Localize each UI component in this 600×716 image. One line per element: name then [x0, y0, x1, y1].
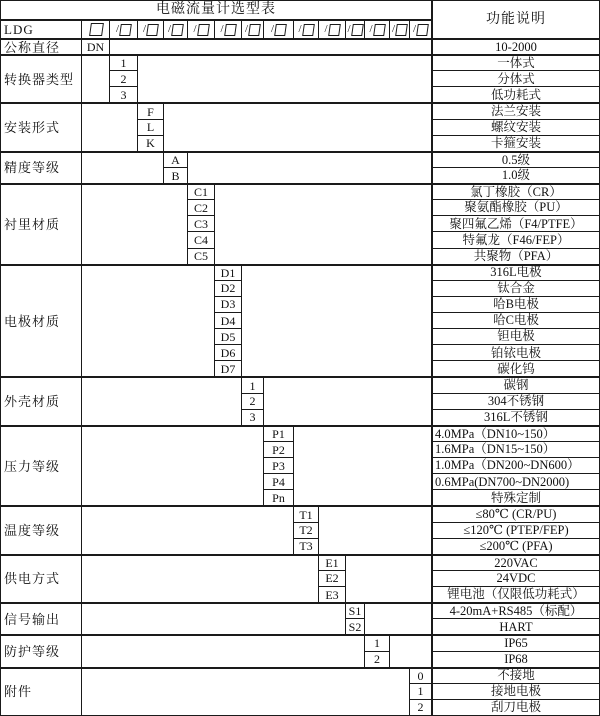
- section-right-space-11: [389, 634, 431, 666]
- model-box-icon: [302, 24, 315, 36]
- section-right-space-2: [163, 102, 431, 150]
- section-label-10: 信号输出: [1, 602, 81, 634]
- model-box-icon: [171, 24, 184, 36]
- desc-cell-6-1: 304不锈钢: [431, 393, 599, 409]
- code-cell-7-P2: P2: [263, 441, 293, 457]
- section-left-space-6: [81, 376, 241, 424]
- section-right-space-6: [263, 376, 431, 424]
- model-box-icon: [248, 24, 261, 36]
- desc-cell-5-4: 钽电极: [431, 328, 599, 344]
- code-cell-9-E3: E3: [318, 586, 345, 602]
- code-cell-5-D4: D4: [214, 312, 241, 328]
- section-label-6: 外壳材质: [1, 376, 81, 424]
- code-cell-2-K: K: [137, 135, 163, 151]
- code-cell-7-P1: P1: [263, 425, 293, 441]
- code-cell-8-T1: T1: [293, 505, 318, 521]
- desc-cell-5-1: 钛合金: [431, 280, 599, 296]
- slash-separator: /: [298, 23, 302, 35]
- section-label-4: 衬里材质: [1, 183, 81, 264]
- code-cell-2-F: F: [137, 102, 163, 118]
- slash-separator: /: [220, 23, 224, 35]
- desc-cell-7-2: 1.0MPa（DN200~DN600）: [431, 457, 599, 473]
- slash-separator: /: [270, 23, 275, 35]
- section-right-space-5: [241, 264, 431, 377]
- section-right-space-8: [318, 505, 431, 553]
- code-cell-5-D7: D7: [214, 360, 241, 376]
- code-cell-6-2: 2: [241, 393, 263, 409]
- desc-cell-7-1: 1.6MPa（DN15~150）: [431, 441, 599, 457]
- desc-cell-5-2: 哈B电极: [431, 296, 599, 312]
- desc-cell-9-1: 24VDC: [431, 570, 599, 586]
- model-slot-cell: [364, 19, 389, 38]
- section-right-space-4: [214, 183, 431, 264]
- slash-separator: /: [324, 23, 328, 35]
- desc-cell-1-1: 分体式: [431, 70, 599, 86]
- desc-cell-12-2: 刮刀电极: [431, 699, 599, 715]
- desc-cell-5-3: 哈C电极: [431, 312, 599, 328]
- code-cell-6-3: 3: [241, 409, 263, 425]
- desc-cell-12-1: 接地电极: [431, 683, 599, 699]
- code-cell-11-2: 2: [364, 651, 389, 667]
- model-slot-cell: [293, 19, 318, 38]
- desc-cell-3-1: 1.0级: [431, 167, 599, 183]
- section-label-0: 公称直径: [1, 38, 81, 54]
- section-label-12: 附件: [1, 667, 81, 715]
- model-first-box-cell: [81, 19, 109, 38]
- section-left-space-11: [81, 634, 364, 666]
- section-label-9: 供电方式: [1, 554, 81, 602]
- code-cell-0-DN: DN: [81, 38, 109, 54]
- desc-cell-4-3: 特氟龙（F46/FEP）: [431, 231, 599, 247]
- code-cell-8-T2: T2: [293, 522, 318, 538]
- desc-cell-1-0: 一体式: [431, 54, 599, 70]
- model-box-icon: [274, 24, 287, 36]
- model-box-icon: [119, 24, 132, 36]
- model-slot-cell: [318, 19, 345, 38]
- section-left-space-3: [81, 151, 163, 183]
- code-cell-10-S2: S2: [345, 618, 364, 634]
- slash-separator: /: [369, 23, 373, 35]
- code-cell-7-Pn: Pn: [263, 489, 293, 505]
- code-cell-12-0: 0: [409, 667, 431, 683]
- model-box-icon: [416, 24, 429, 36]
- section-right-space-1: [137, 54, 431, 102]
- desc-cell-4-1: 聚氨酯橡胶（PU）: [431, 199, 599, 215]
- model-box-icon: [395, 24, 408, 36]
- code-cell-4-C4: C4: [187, 231, 214, 247]
- desc-cell-4-2: 聚四氟乙烯（F4/PTFE）: [431, 215, 599, 231]
- section-label-5: 电极材质: [1, 264, 81, 377]
- desc-cell-9-0: 220VAC: [431, 554, 599, 570]
- section-right-space-0: [109, 38, 431, 54]
- section-label-11: 防护等级: [1, 634, 81, 666]
- section-left-space-7: [81, 425, 263, 506]
- code-cell-12-2: 2: [409, 699, 431, 715]
- desc-cell-6-0: 碳钢: [431, 376, 599, 392]
- section-left-space-2: [81, 102, 137, 150]
- code-cell-10-S1: S1: [345, 602, 364, 618]
- section-right-space-9: [345, 554, 431, 602]
- slash-separator: /: [347, 23, 351, 35]
- desc-cell-8-0: ≤80℃ (CR/PU): [431, 505, 599, 521]
- section-label-2: 安装形式: [1, 102, 81, 150]
- slash-separator: /: [412, 23, 417, 35]
- section-left-space-12: [81, 667, 409, 715]
- code-cell-7-P3: P3: [263, 457, 293, 473]
- code-cell-8-T3: T3: [293, 538, 318, 554]
- slash-separator: /: [142, 23, 147, 35]
- model-slot-cell: [409, 19, 431, 38]
- desc-cell-4-4: 共聚物（PFA）: [431, 248, 599, 264]
- desc-cell-7-4: 特殊定制: [431, 489, 599, 505]
- section-left-space-10: [81, 602, 345, 634]
- desc-cell-4-0: 氯丁橡胶（CR）: [431, 183, 599, 199]
- code-cell-12-1: 1: [409, 683, 431, 699]
- desc-cell-1-2: 低功耗式: [431, 86, 599, 102]
- section-left-space-9: [81, 554, 318, 602]
- model-prefix-cell: LDG: [1, 19, 81, 38]
- section-label-3: 精度等级: [1, 151, 81, 183]
- code-cell-7-P4: P4: [263, 473, 293, 489]
- model-box-icon: [328, 24, 341, 36]
- slash-separator: /: [391, 23, 396, 35]
- model-slot-cell: [263, 19, 293, 38]
- model-slot-cell: [345, 19, 364, 38]
- code-cell-5-D3: D3: [214, 296, 241, 312]
- desc-cell-5-5: 铂铱电极: [431, 344, 599, 360]
- code-cell-1-3: 3: [109, 86, 137, 102]
- section-right-space-3: [187, 151, 431, 183]
- code-cell-11-1: 1: [364, 634, 389, 650]
- section-right-space-10: [364, 602, 431, 634]
- code-cell-1-2: 2: [109, 70, 137, 86]
- desc-cell-8-1: ≤120℃ (PTEP/FEP): [431, 522, 599, 538]
- section-label-1: 转换器类型: [1, 54, 81, 102]
- code-cell-4-C2: C2: [187, 199, 214, 215]
- section-right-space-7: [293, 425, 431, 506]
- section-left-space-8: [81, 505, 293, 553]
- code-cell-3-B: B: [163, 167, 187, 183]
- code-cell-9-E2: E2: [318, 570, 345, 586]
- code-cell-1-1: 1: [109, 54, 137, 70]
- code-cell-5-D1: D1: [214, 264, 241, 280]
- code-cell-4-C1: C1: [187, 183, 214, 199]
- desc-cell-2-2: 卡箍安装: [431, 135, 599, 151]
- code-cell-5-D2: D2: [214, 280, 241, 296]
- desc-cell-3-0: 0.5级: [431, 151, 599, 167]
- desc-cell-9-2: 锂电池（仅限低功耗式）: [431, 586, 599, 602]
- slash-separator: /: [193, 23, 197, 35]
- code-cell-6-1: 1: [241, 376, 263, 392]
- desc-cell-12-0: 不接地: [431, 667, 599, 683]
- model-slot-cell: [214, 19, 241, 38]
- code-cell-5-D6: D6: [214, 344, 241, 360]
- section-label-7: 压力等级: [1, 425, 81, 506]
- slash-separator: /: [244, 23, 249, 35]
- desc-cell-5-0: 316L电极: [431, 264, 599, 280]
- model-slot-cell: [137, 19, 163, 38]
- model-slot-cell: [389, 19, 409, 38]
- model-slot-cell: [187, 19, 214, 38]
- model-box-icon: [146, 24, 159, 36]
- model-slot-cell: [109, 19, 137, 38]
- code-cell-4-C5: C5: [187, 248, 214, 264]
- desc-cell-10-1: HART: [431, 618, 599, 634]
- desc-cell-8-2: ≤200℃ (PFA): [431, 538, 599, 554]
- slash-separator: /: [115, 23, 120, 35]
- desc-cell-5-6: 碳化钨: [431, 360, 599, 376]
- desc-cell-10-0: 4-20mA+RS485（标配）: [431, 602, 599, 618]
- table-title: 电磁流量计选型表: [156, 2, 276, 17]
- desc-cell-7-0: 4.0MPa（DN10~150）: [431, 425, 599, 441]
- desc-cell-2-0: 法兰安装: [431, 102, 599, 118]
- model-slot-cell: [241, 19, 263, 38]
- section-left-space-4: [81, 183, 187, 264]
- code-cell-5-D5: D5: [214, 328, 241, 344]
- model-box-icon: [351, 24, 364, 36]
- model-box-icon: [89, 23, 104, 36]
- model-slot-cell: [163, 19, 187, 38]
- function-column-header: 功能说明: [431, 1, 599, 38]
- section-left-space-5: [81, 264, 214, 377]
- desc-cell-2-1: 螺纹安装: [431, 119, 599, 135]
- desc-cell-0-0: 10-2000: [431, 38, 599, 54]
- model-box-icon: [224, 24, 237, 36]
- desc-cell-6-2: 316L不锈钢: [431, 409, 599, 425]
- desc-cell-11-0: IP65: [431, 634, 599, 650]
- code-cell-4-C3: C3: [187, 215, 214, 231]
- desc-cell-7-3: 0.6MPa(DN700~DN2000): [431, 473, 599, 489]
- desc-cell-11-1: IP68: [431, 651, 599, 667]
- slash-separator: /: [167, 23, 172, 35]
- section-label-8: 温度等级: [1, 505, 81, 553]
- section-left-space-1: [81, 54, 109, 102]
- model-box-icon: [373, 24, 386, 36]
- code-cell-9-E1: E1: [318, 554, 345, 570]
- code-cell-3-A: A: [163, 151, 187, 167]
- code-cell-2-L: L: [137, 119, 163, 135]
- model-box-icon: [197, 24, 210, 36]
